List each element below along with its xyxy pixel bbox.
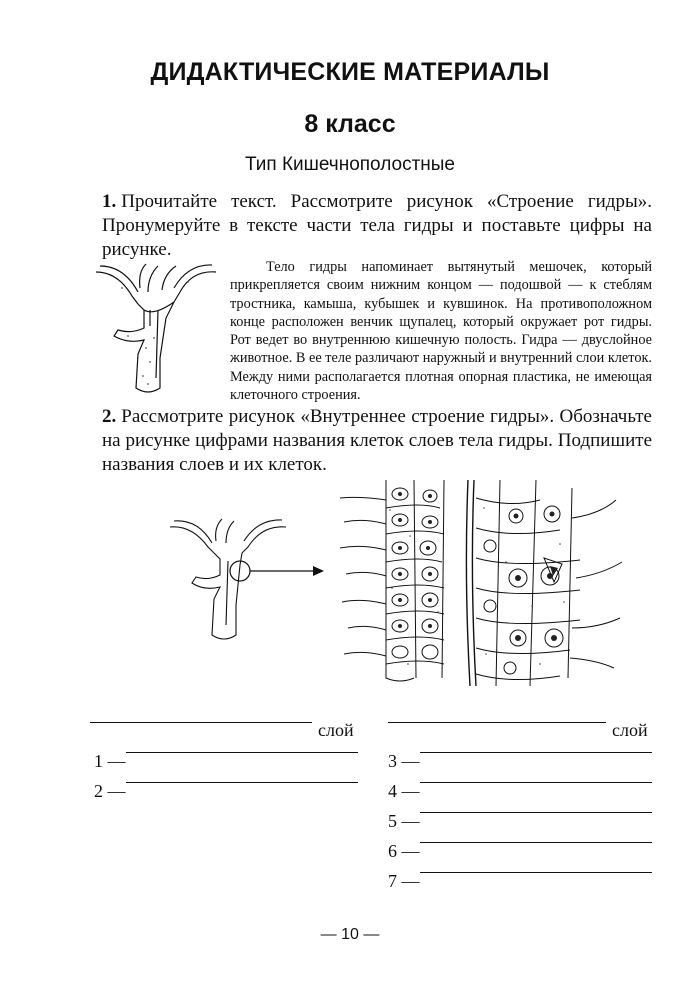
answer-label-5: 5 — xyxy=(388,811,420,831)
task-2 xyxy=(102,405,652,477)
answer-label-7: 7 — xyxy=(388,871,420,891)
answer-label-3: 3 — xyxy=(388,751,420,771)
page-number: — 10 — xyxy=(320,926,380,943)
answer-label-2: 2 — xyxy=(94,781,126,801)
page-title: ДИДАКТИЧЕСКИЕ МАТЕРИАЛЫ xyxy=(150,58,550,86)
hydra-small-figure xyxy=(168,515,328,655)
arrow-icon xyxy=(313,566,324,576)
answer-line-6[interactable] xyxy=(420,842,652,843)
answer-label-4: 4 — xyxy=(388,781,420,801)
hydra-cell-layers-figure xyxy=(340,478,652,693)
right-layer-word: слой xyxy=(612,720,648,740)
answer-label-6: 6 — xyxy=(388,841,420,861)
task-1-number: 1. xyxy=(102,191,117,212)
right-layer-answer-line[interactable] xyxy=(388,722,606,723)
task-2-number: 2. xyxy=(102,406,117,427)
answer-line-2[interactable] xyxy=(126,782,358,783)
task-1-text: Прочитайте текст. Рассмотрите рисунок «Строение гидры». Пронумеруйте в тексте части тела гидры и поставьте цифры на рисунке. xyxy=(102,191,652,260)
hydra-description: Тело гидры напоминает вытянутый мешочек, который прикрепляется своим нижним концом — подошвой — к стеблям тростника, камыша, кубышек и кувшинок. На противоположном конце расположен венчик щупалец, который окружает рот гидры. Рот ведет во внутреннюю кишечную полость. Гидра — двуслойное животное. В ее теле различают наружный и внутренний слои клеток. Между ними располагается плотная опорная пластика, не имеющая клеточного строения. xyxy=(230,259,652,404)
answer-line-5[interactable] xyxy=(420,812,652,813)
task-1 xyxy=(102,190,652,262)
answer-line-3[interactable] xyxy=(420,752,652,753)
task-2-text: Рассмотрите рисунок «Внутреннее строение гидры». Обозначьте на рисунке цифрами названия клеток слоев тела гидры. Подпишите названия слоев и их клеток. xyxy=(102,406,652,475)
left-layer-word: слой xyxy=(318,720,354,740)
section-heading: Тип Кишечнополостные xyxy=(245,154,455,175)
answer-line-7[interactable] xyxy=(420,872,652,873)
left-layer-answer-line[interactable] xyxy=(90,722,312,723)
answer-label-1: 1 — xyxy=(94,751,126,771)
grade-heading: 8 класс xyxy=(304,110,396,138)
hydra-structure-figure xyxy=(88,258,228,403)
answer-line-4[interactable] xyxy=(420,782,652,783)
answer-line-1[interactable] xyxy=(126,752,358,753)
